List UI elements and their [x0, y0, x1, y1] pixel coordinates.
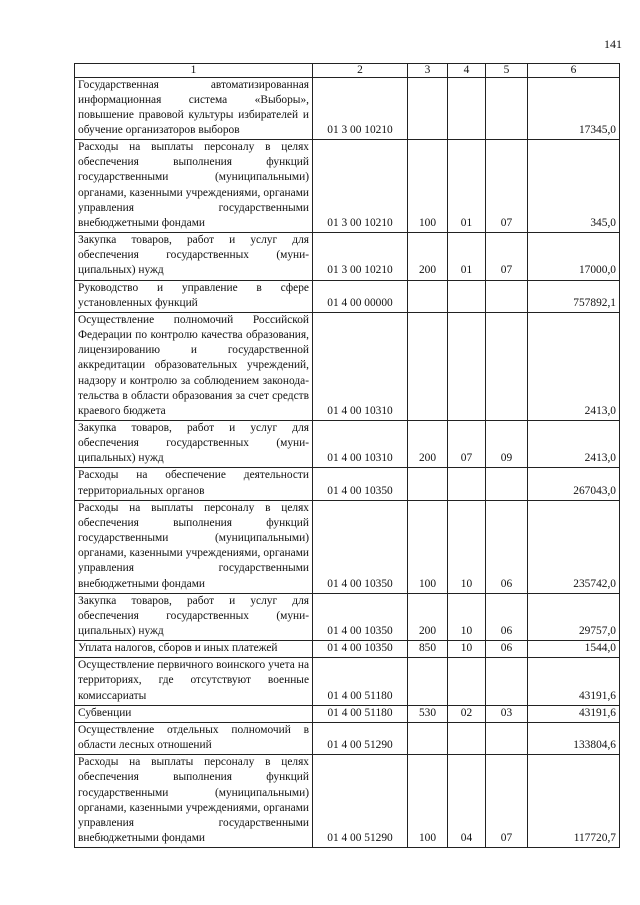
item-name-cell: Расходы на обеспечение деятельности территориальных органов [75, 468, 313, 500]
section-cell: 01 [448, 140, 486, 233]
subsection-cell [486, 280, 528, 312]
subsection-cell: 07 [486, 233, 528, 280]
subsection-cell [486, 468, 528, 500]
amount-cell: 267043,0 [528, 468, 620, 500]
subsection-cell [486, 77, 528, 140]
target-code-cell: 01 4 00 10310 [313, 312, 408, 420]
section-cell [448, 77, 486, 140]
budget-table [74, 63, 620, 848]
section-cell: 07 [448, 420, 486, 467]
table-row [75, 140, 620, 233]
target-code-cell: 01 4 00 51290 [313, 755, 408, 848]
target-code-cell: 01 4 00 00000 [313, 280, 408, 312]
subsection-cell: 06 [486, 500, 528, 593]
target-code-cell: 01 4 00 51180 [313, 705, 408, 722]
target-code-cell: 01 4 00 10350 [313, 468, 408, 500]
table-row [75, 77, 620, 140]
expense-type-cell: 200 [408, 233, 448, 280]
table-row [75, 312, 620, 420]
item-name-cell: Расходы на выплаты персоналу в целях обеспечения выполнения функций государственными (муниципальными) органами, казенными учреждениями, органами управления государственными внебюджетными фондами [75, 140, 313, 233]
amount-cell: 43191,6 [528, 658, 620, 705]
item-name-cell: Уплата налогов, сборов и иных платежей [75, 641, 313, 658]
expense-type-cell [408, 312, 448, 420]
target-code-cell: 01 4 00 10350 [313, 500, 408, 593]
amount-cell: 29757,0 [528, 593, 620, 640]
item-name-cell: Руководство и управление в сфере установленных функций [75, 280, 313, 312]
expense-type-cell: 100 [408, 140, 448, 233]
table-row [75, 722, 620, 754]
target-code-cell: 01 4 00 10310 [313, 420, 408, 467]
expense-type-cell [408, 77, 448, 140]
column-header: 2 [313, 64, 408, 78]
item-name-cell: Закупка товаров, работ и услуг для обеспечения государственных (муниципальных) нужд [75, 593, 313, 640]
table-row [75, 420, 620, 467]
section-cell: 04 [448, 755, 486, 848]
item-name-cell: Осуществление отдельных полномочий в области лесных отношений [75, 722, 313, 754]
amount-cell: 2413,0 [528, 420, 620, 467]
target-code-cell: 01 4 00 51180 [313, 658, 408, 705]
amount-cell: 17000,0 [528, 233, 620, 280]
column-header: 3 [408, 64, 448, 78]
expense-type-cell: 100 [408, 755, 448, 848]
expense-type-cell [408, 280, 448, 312]
table-row [75, 233, 620, 280]
target-code-cell: 01 4 00 51290 [313, 722, 408, 754]
table-row [75, 641, 620, 658]
section-cell: 10 [448, 641, 486, 658]
expense-type-cell: 100 [408, 500, 448, 593]
section-cell: 01 [448, 233, 486, 280]
item-name-cell: Государственная автоматизированная информационная система «Выборы», повышение правовой культуры избирателей и обучение организаторов выборов [75, 77, 313, 140]
target-code-cell: 01 4 00 10350 [313, 641, 408, 658]
table-row [75, 593, 620, 640]
expense-type-cell: 530 [408, 705, 448, 722]
column-header: 6 [528, 64, 620, 78]
expense-type-cell [408, 722, 448, 754]
amount-cell: 757892,1 [528, 280, 620, 312]
subsection-cell: 06 [486, 593, 528, 640]
subsection-cell: 06 [486, 641, 528, 658]
table-row [75, 468, 620, 500]
header-row [75, 64, 620, 78]
expense-type-cell: 850 [408, 641, 448, 658]
target-code-cell: 01 3 00 10210 [313, 140, 408, 233]
section-cell [448, 312, 486, 420]
amount-cell: 17345,0 [528, 77, 620, 140]
expense-type-cell [408, 658, 448, 705]
section-cell: 10 [448, 500, 486, 593]
subsection-cell [486, 722, 528, 754]
amount-cell: 345,0 [528, 140, 620, 233]
table-row [75, 658, 620, 705]
subsection-cell: 07 [486, 755, 528, 848]
table-row [75, 500, 620, 593]
target-code-cell: 01 4 00 10350 [313, 593, 408, 640]
section-cell: 02 [448, 705, 486, 722]
amount-cell: 1544,0 [528, 641, 620, 658]
expense-type-cell [408, 468, 448, 500]
expense-type-cell: 200 [408, 593, 448, 640]
subsection-cell [486, 312, 528, 420]
subsection-cell: 09 [486, 420, 528, 467]
expense-type-cell: 200 [408, 420, 448, 467]
item-name-cell: Закупка товаров, работ и услуг для обеспечения государственных (муниципальных) нужд [75, 233, 313, 280]
item-name-cell: Закупка товаров, работ и услуг для обеспечения государственных (муниципальных) нужд [75, 420, 313, 467]
table-body [75, 77, 620, 848]
item-name-cell: Расходы на выплаты персоналу в целях обеспечения выполнения функций государственными (муниципальными) органами, казенными учреждениями, органами управления государственными внебюджетными фондами [75, 500, 313, 593]
table-row [75, 705, 620, 722]
column-header: 5 [486, 64, 528, 78]
page-number: 141 [604, 37, 622, 51]
amount-cell: 117720,7 [528, 755, 620, 848]
subsection-cell: 03 [486, 705, 528, 722]
amount-cell: 2413,0 [528, 312, 620, 420]
target-code-cell: 01 3 00 10210 [313, 77, 408, 140]
amount-cell: 235742,0 [528, 500, 620, 593]
section-cell [448, 280, 486, 312]
column-header: 4 [448, 64, 486, 78]
table-row [75, 280, 620, 312]
amount-cell: 133804,6 [528, 722, 620, 754]
column-header: 1 [75, 64, 313, 78]
item-name-cell: Осуществление первичного воинского учета на территориях, где отсутствуют военные комиссариаты [75, 658, 313, 705]
section-cell [448, 658, 486, 705]
target-code-cell: 01 3 00 10210 [313, 233, 408, 280]
section-cell [448, 722, 486, 754]
section-cell [448, 468, 486, 500]
subsection-cell: 07 [486, 140, 528, 233]
item-name-cell: Расходы на выплаты персоналу в целях обеспечения выполнения функций государственными (муниципальными) органами, казенными учреждениями, органами управления государственными внебюджетными фондами [75, 755, 313, 848]
subsection-cell [486, 658, 528, 705]
table-row [75, 755, 620, 848]
item-name-cell: Субвенции [75, 705, 313, 722]
item-name-cell: Осуществление полномочий Российской Федерации по контролю качества образования, лицензированию и государственной аккредитации образовательных учреждений, надзору и контролю за соблюдением законодательства в области образования за счет средств краевого бюджета [75, 312, 313, 420]
section-cell: 10 [448, 593, 486, 640]
amount-cell: 43191,6 [528, 705, 620, 722]
